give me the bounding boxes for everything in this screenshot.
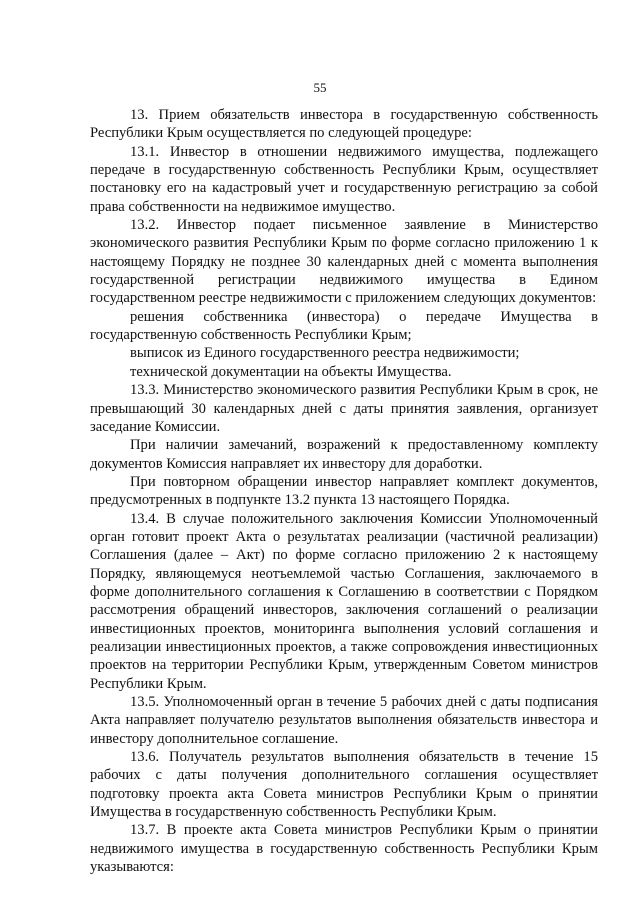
page-number: 55 — [313, 80, 327, 95]
paragraph-remarks: При наличии замечаний, возражений к предоставленному комплекту документов Комиссия направляет их инвестору для доработки. — [90, 437, 598, 472]
paragraph-13-5: 13.5. Уполномоченный орган в течение 5 рабочих дней с даты подписания Акта направляет получателю результатов выполнения обязательств инвестора и инвестору дополнительное соглашение. — [90, 694, 598, 747]
list-item-owner-decision: решения собственника (инвестора) о передаче Имущества в государственную собственность Республики Крым; — [90, 308, 598, 344]
paragraph-13-7: 13.7. В проекте акта Совета министров Республики Крым о принятии недвижимого имущества в государственную собственность Республики Крым указываются: — [90, 822, 598, 876]
paragraph-13-3: 13.3. Министерство экономического развития Республики Крым в срок, не превышающий 30 календарных дней с даты принятия заявления, организует заседание Комиссии. — [90, 382, 598, 435]
paragraph-13-2: 13.2. Инвестор подает письменное заявление в Министерство экономического развития Республики Крым по форме согласно приложению 1 к настоящему Порядку не позднее 30 календарных дней с момента выполнения государственной регистрации недвижимого имущества в Едином государственном реестре недвижимости с приложением следующих документов: — [90, 217, 598, 307]
list-item-registry-extracts: выписок из Единого государственного реестра недвижимости; — [130, 345, 520, 362]
document-body — [90, 106, 598, 876]
paragraph-13: 13. Прием обязательств инвестора в государственную собственность Республики Крым осуществляется по следующей процедуре: — [90, 107, 598, 142]
paragraph-resubmission: При повторном обращении инвестор направляет комплект документов, предусмотренных в подпункте 13.2 пункта 13 настоящего Порядка. — [90, 473, 598, 509]
paragraph-13-6: 13.6. Получатель результатов выполнения обязательств в течение 15 рабочих с даты получения дополнительного соглашения осуществляет подготовку проекта акта Совета министров Республики Крым о принятии Имущества в государственную собственность Республики Крым. — [90, 749, 598, 821]
list-item-technical-docs: технической документации на объекты Имущества. — [130, 363, 452, 380]
paragraph-13-1: 13.1. Инвестор в отношении недвижимого имущества, подлежащего передаче в государственную собственность Республики Крым, осуществляет постановку его на кадастровый учет и государственную регистрацию за собой права собственности на недвижимое имущество. — [90, 143, 598, 215]
paragraph-13-4: 13.4. В случае положительного заключения Комиссии Уполномоченный орган готовит проект Акта о результатах реализации (частичной реализации) Соглашения (далее – Акт) по форме согласно приложению 2 к настоящему Порядку, являющемуся неотъемлемой частью Соглашения, заключаемого в форме дополнительного соглашения к Соглашению в соответствии с Порядком рассмотрения обращений инвесторов, заключения соглашений о реализации инвестиционных проектов, мониторинга выполнения условий соглашения и реализации инвестиционных проектов, а также сопровождения инвестиционных проектов на территории Республики Крым, утвержденным Советом министров Республики Крым. — [90, 510, 598, 692]
